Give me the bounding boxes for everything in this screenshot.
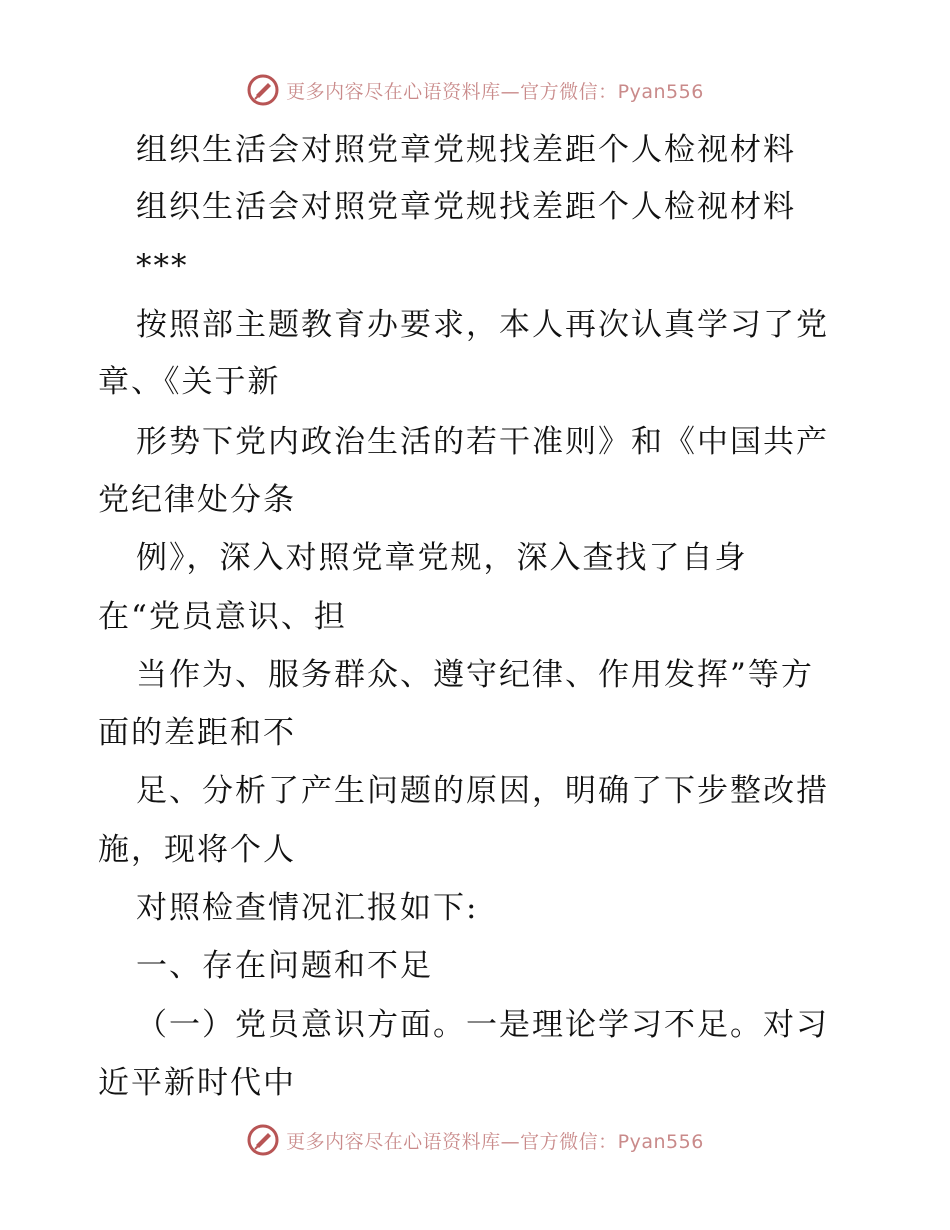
paragraph-line: 当作为、服务群众、遵守纪律、作用发挥”等方	[136, 657, 814, 693]
watermark-text: 更多内容尽在心语资料库—官方微信：Pyan556	[286, 80, 704, 103]
paragraph-line: 例》，深入对照党章党规，深入查找了自身	[136, 540, 748, 576]
paragraph-line: 按照部主题教育办要求，本人再次认真学习了党	[136, 307, 829, 343]
paragraph-line: 形势下党内政治生活的若干准则》和《中国共产	[136, 424, 829, 460]
paragraph-line: 面的差距和不	[98, 715, 296, 751]
paragraph-line: 近平新时代中	[98, 1065, 296, 1101]
header-watermark	[0, 72, 950, 108]
doc-title: 组织生活会对照党章党规找差距个人检视材料	[136, 132, 796, 168]
paragraph-line: 章、《关于新	[98, 364, 281, 400]
paragraph-line: 施，现将个人	[98, 832, 296, 868]
seal-logo-icon	[246, 1123, 280, 1157]
seal-logo-icon	[246, 73, 280, 107]
footer-watermark	[0, 1122, 950, 1158]
paragraph-line: 在“党员意识、担	[98, 599, 347, 635]
author-placeholder: ***	[136, 248, 189, 284]
paragraph-line: 党纪律处分条	[98, 482, 296, 518]
watermark-text: 更多内容尽在心语资料库—官方微信：Pyan556	[286, 1130, 704, 1153]
section-heading: 一、存在问题和不足	[136, 948, 433, 984]
subsection-line: （一）党员意识方面。一是理论学习不足。对习	[136, 1007, 829, 1043]
paragraph-line: 足、分析了产生问题的原因，明确了下步整改措	[136, 773, 829, 809]
doc-title-repeat: 组织生活会对照党章党规找差距个人检视材料	[136, 189, 796, 225]
paragraph-line: 对照检查情况汇报如下:	[136, 890, 479, 926]
